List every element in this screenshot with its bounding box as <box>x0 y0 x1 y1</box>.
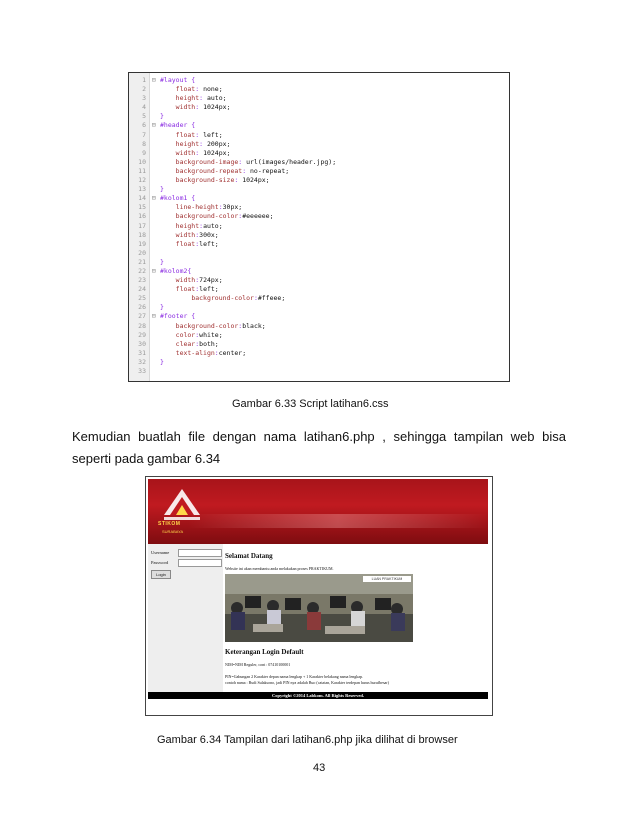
code-text: background-color:#eeeeee; <box>175 212 274 221</box>
browser-screenshot <box>145 476 493 716</box>
code-line <box>129 121 509 130</box>
code-text: #kolom2{ <box>160 266 192 275</box>
line-number: 8 <box>142 139 146 148</box>
code-text: line-height:30px; <box>175 203 243 212</box>
code-line <box>129 349 509 358</box>
code-text: } <box>160 112 164 121</box>
username-field[interactable] <box>178 549 222 557</box>
code-line <box>129 222 509 231</box>
code-text: } <box>160 185 164 194</box>
username-label: Username <box>151 550 170 555</box>
welcome-text: Website ini akan membantu anda melakukan proses PRAKTIKUM. <box>225 566 334 571</box>
logo-subtitle: SURABAYA <box>162 529 184 534</box>
line-number: 15 <box>138 203 146 212</box>
code-text: width:300x; <box>175 230 219 239</box>
code-text: #header { <box>160 121 196 130</box>
line-number: 10 <box>138 157 146 166</box>
code-text: float:left; <box>175 239 219 248</box>
header-light-streak <box>188 514 488 528</box>
code-line <box>129 285 509 294</box>
site-header-banner <box>148 479 488 544</box>
code-line <box>129 358 509 367</box>
classroom-photo-image <box>225 574 413 642</box>
line-number: 11 <box>138 166 146 175</box>
code-line <box>129 312 509 321</box>
code-line <box>129 76 509 85</box>
code-text: width: 1024px; <box>175 103 231 112</box>
login-button[interactable]: Login <box>151 570 171 579</box>
line-number: 29 <box>138 330 146 339</box>
code-text: clear:both; <box>175 339 219 348</box>
figure-caption-6-34: Gambar 6.34 Tampilan dari latihan6.php jika dilihat di browser <box>157 734 458 746</box>
figure-caption-6-33: Gambar 6.33 Script latihan6.css <box>232 398 389 410</box>
code-text: background-repeat: no-repeat; <box>175 166 290 175</box>
main-content-column <box>223 544 488 694</box>
code-line <box>129 267 509 276</box>
site-footer: Copyright ©2014 Labkom. All Rights Reserved. <box>148 692 488 699</box>
login-info-line: PIN=Gabungan 2 Karakter depan nama lengkap + 1 Karakter belakang nama lengkap. <box>225 674 364 679</box>
line-number: 26 <box>138 303 146 312</box>
password-label: Password <box>151 560 169 565</box>
code-text: background-image: url(images/header.jpg); <box>175 157 337 166</box>
line-number: 6 <box>142 121 146 130</box>
line-number: 20 <box>138 248 146 257</box>
login-info-line: NIM=NIM Reguler, cont : 07410100001 <box>225 662 291 667</box>
line-number: 25 <box>138 294 146 303</box>
line-number: 5 <box>142 112 146 121</box>
fold-marker-icon: ⊟ <box>152 76 156 84</box>
code-line <box>129 340 509 349</box>
code-text: #kolom1 { <box>160 194 196 203</box>
lab-classroom-photo <box>225 574 413 642</box>
page-number: 43 <box>313 762 326 774</box>
code-text: height:auto; <box>175 221 223 230</box>
line-number: 12 <box>138 176 146 185</box>
code-text: text-align:center; <box>175 348 247 357</box>
code-line <box>129 276 509 285</box>
photo-label: LUAN PRAKTIKUM <box>363 576 411 582</box>
code-line <box>129 176 509 185</box>
login-info-heading: Keterangan Login Default <box>225 648 304 656</box>
code-text: height: auto; <box>175 94 227 103</box>
code-line <box>129 140 509 149</box>
line-number: 9 <box>142 148 146 157</box>
code-text: background-color:black; <box>175 321 266 330</box>
code-line <box>129 331 509 340</box>
code-text: width:724px; <box>175 276 223 285</box>
line-number: 28 <box>138 321 146 330</box>
line-number: 4 <box>142 103 146 112</box>
line-number: 19 <box>138 239 146 248</box>
code-lines <box>129 76 509 376</box>
fold-marker-icon: ⊟ <box>152 194 156 203</box>
code-line <box>129 112 509 121</box>
line-number: 33 <box>138 367 146 375</box>
fold-marker-icon: ⊟ <box>152 266 156 275</box>
logo-wordmark: STIKOM <box>158 521 181 527</box>
line-number: 22 <box>138 266 146 275</box>
code-text: #footer { <box>160 312 196 321</box>
line-number: 2 <box>142 85 146 94</box>
code-line <box>129 249 509 258</box>
code-text: color:white; <box>175 330 223 339</box>
line-number: 1 <box>142 76 146 84</box>
login-sidebar <box>148 544 223 694</box>
password-field[interactable] <box>178 559 222 567</box>
code-line <box>129 322 509 331</box>
code-line <box>129 231 509 240</box>
code-text: width: 1024px; <box>175 148 231 157</box>
code-line <box>129 94 509 103</box>
css-code-screenshot <box>128 72 510 382</box>
line-number: 13 <box>138 185 146 194</box>
code-line <box>129 85 509 94</box>
code-text: } <box>160 357 164 366</box>
line-number: 23 <box>138 276 146 285</box>
code-line <box>129 131 509 140</box>
code-line <box>129 158 509 167</box>
welcome-heading: Selamat Datang <box>225 552 273 560</box>
line-number: 31 <box>138 348 146 357</box>
code-line <box>129 203 509 212</box>
code-text: height: 200px; <box>175 139 231 148</box>
code-line <box>129 149 509 158</box>
login-info-line: contoh nama : Budi Sulaksono, jadi PIN nya adalah Buo (catatan, Karakter terdepan harus hurufbesar) <box>225 680 389 685</box>
code-text: float: left; <box>175 130 223 139</box>
code-line <box>129 212 509 221</box>
code-line <box>129 258 509 267</box>
code-line <box>129 185 509 194</box>
line-number: 7 <box>142 130 146 139</box>
code-text: float: none; <box>175 85 223 94</box>
code-line <box>129 103 509 112</box>
code-text: } <box>160 257 164 266</box>
line-number: 16 <box>138 212 146 221</box>
line-number: 21 <box>138 257 146 266</box>
line-number: 14 <box>138 194 146 203</box>
code-text: background-color:#ffeee; <box>191 294 286 303</box>
line-number: 17 <box>138 221 146 230</box>
fold-marker-icon: ⊟ <box>152 312 156 321</box>
line-number: 27 <box>138 312 146 321</box>
code-line <box>129 240 509 249</box>
code-line <box>129 294 509 303</box>
code-line <box>129 367 509 376</box>
code-line <box>129 167 509 176</box>
code-line <box>129 194 509 203</box>
code-text: } <box>160 303 164 312</box>
code-text: #layout { <box>160 76 196 84</box>
code-text <box>160 249 176 258</box>
fold-marker-icon: ⊟ <box>152 121 156 130</box>
line-number: 24 <box>138 285 146 294</box>
code-line <box>129 303 509 312</box>
body-paragraph: Kemudian buatlah file dengan nama latihan6.php , sehingga tampilan web bisa seperti pada gambar 6.34 <box>72 429 566 466</box>
line-number: 32 <box>138 357 146 366</box>
code-text: float:left; <box>175 285 219 294</box>
code-text: background-size: 1024px; <box>175 176 270 185</box>
line-number: 3 <box>142 94 146 103</box>
line-number: 18 <box>138 230 146 239</box>
line-number: 30 <box>138 339 146 348</box>
